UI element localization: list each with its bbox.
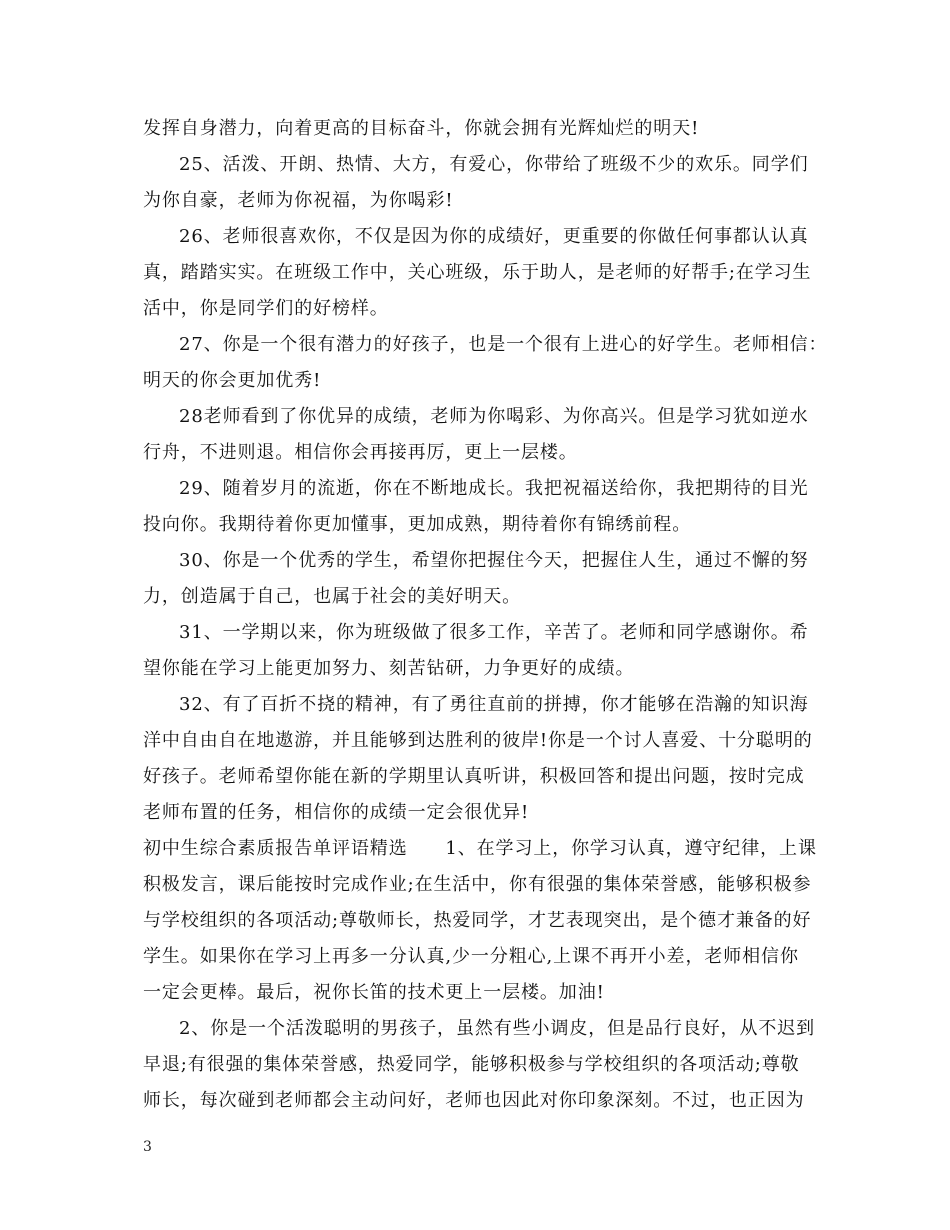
text-line: 明天的你会更加优秀! [143,370,322,391]
text-line: 29、随着岁月的流逝，你在不断地成长。我把祝福送给你，我把期待的目光 [179,478,809,499]
text-line: 望你能在学习上能更加努力、刻苦钻研，力争更好的成绩。 [143,658,635,679]
text-line: 真，踏踏实实。在班级工作中，关心班级，乐于助人，是老师的好帮手;在学习生 [143,262,812,283]
text-line: 一定会更棒。最后，祝你长笛的技术更上一层楼。加油! [143,982,605,1003]
text-line: 2、你是一个活泼聪明的男孩子，虽然有些小调皮，但是品行良好，从不迟到 [179,1018,816,1039]
page-number: 3 [143,1139,152,1155]
text-line: 积极发言，课后能按时完成作业;在生活中，你有很强的集体荣誉感，能够积极参 [143,874,812,895]
text-line: 力，创造属于自己，也属于社会的美好明天。 [143,586,521,607]
text-line: 学生。如果你在学习上再多一分认真,少一分粗心,上课不再开小差，老师相信你 [143,946,799,967]
text-line: 26、老师很喜欢你，不仅是因为你的成绩好，更重要的你做任何事都认认真 [179,226,809,247]
text-line: 31、一学期以来，你为班级做了很多工作，辛苦了。老师和同学感谢你。希 [179,622,809,643]
text-line: 投向你。我期待着你更加懂事，更加成熟，期待着你有锦绣前程。 [143,514,692,535]
text-line: 27、你是一个很有潜力的好孩子，也是一个很有上进心的好学生。老师相信： [179,334,828,355]
text-line: 行舟，不进则退。相信你会再接再厉，更上一层楼。 [143,442,578,463]
text-line: 28老师看到了你优异的成绩，老师为你喝彩、为你高兴。但是学习犹如逆水 [179,406,809,427]
text-line: 发挥自身潜力，向着更高的目标奋斗，你就会拥有光辉灿烂的明天! [143,118,700,139]
text-line: 老师布置的任务，相信你的成绩一定会很优异! [143,802,530,823]
text-line: 师长，每次碰到老师都会主动问好，老师也因此对你印象深刻。不过，也正因为 [143,1090,805,1111]
text-line: 为你自豪，老师为你祝福，为你喝彩! [143,190,454,211]
text-line: 早退;有很强的集体荣誉感，热爱同学，能够积极参与学校组织的各项活动;尊敬 [143,1054,800,1075]
text-line: 活中，你是同学们的好榜样。 [143,298,389,319]
text-line: 洋中自由自在地遨游，并且能够到达胜利的彼岸!你是一个讨人喜爱、十分聪明的 [143,730,813,751]
text-line: 25、活泼、开朗、热情、大方，有爱心，你带给了班级不少的欢乐。同学们 [179,154,809,175]
text-line: 32、有了百折不挠的精神，有了勇往直前的拼搏，你才能够在浩瀚的知识海 [179,694,809,715]
section-heading-line: 初中生综合素质报告单评语精选 1、在学习上，你学习认真，遵守纪律，上课 [143,838,817,859]
text-line: 30、你是一个优秀的学生，希望你把握住今天，把握住人生，通过不懈的努 [179,550,809,571]
text-line: 好孩子。老师希望你能在新的学期里认真听讲，积极回答和提出问题，按时完成 [143,766,805,787]
text-line: 与学校组织的各项活动;尊敬师长，热爱同学，才艺表现突出，是个德才兼备的好 [143,910,812,931]
